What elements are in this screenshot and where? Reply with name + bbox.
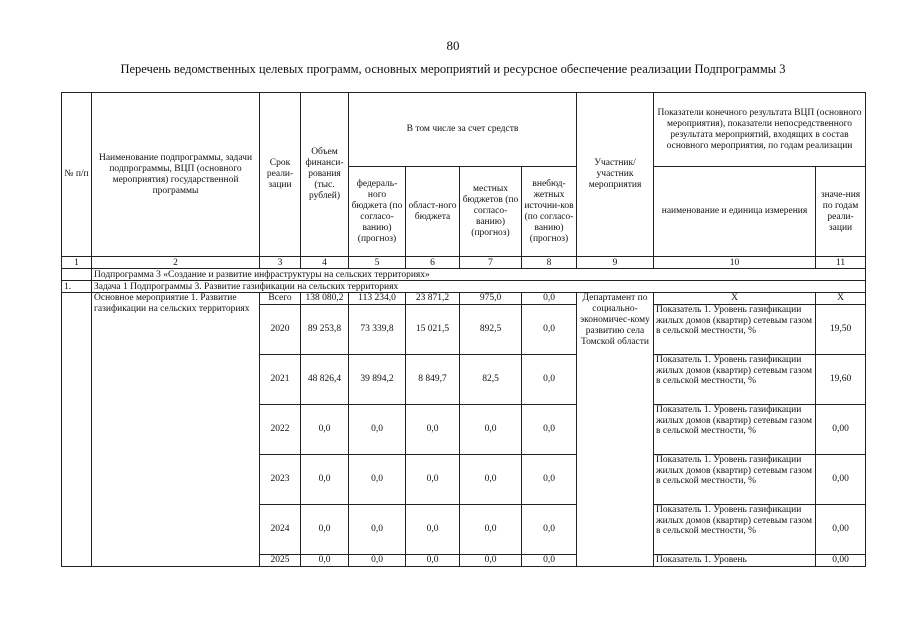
measure-name: Основное мероприятие 1. Развитие газификации на сельских территориях <box>92 293 260 567</box>
regional-cell: 23 871,2 <box>406 293 460 305</box>
header-local: местных бюджетов (по согласо-ванию) (прогноз) <box>460 167 522 257</box>
col-number: 3 <box>260 257 301 269</box>
col-number: 5 <box>349 257 406 269</box>
indicator-cell: Показатель 1. Уровень газификации жилых домов (квартир) сетевым газом в сельской местности, % <box>654 455 816 505</box>
year-cell: 2025 <box>260 555 301 567</box>
federal-cell: 113 234,0 <box>349 293 406 305</box>
header-including: В том числе за счет средств <box>349 93 577 167</box>
local-cell: 0,0 <box>460 505 522 555</box>
col-number: 4 <box>301 257 349 269</box>
participant-cell: Департамент по социально-экономичес-кому развитию села Томской области <box>577 293 654 567</box>
header-name: Наименование подпрограммы, задачи подпрограммы, ВЦП (основного мероприятия) государственной программы <box>92 93 260 257</box>
header-indicator-name: наименование и единица измерения <box>654 167 816 257</box>
header-federal: федераль-ного бюджета (по согласо-ванию) (прогноз) <box>349 167 406 257</box>
indicator-cell: Показатель 1. Уровень газификации жилых домов (квартир) сетевым газом в сельской местности, % <box>654 405 816 455</box>
col-number: 11 <box>816 257 866 269</box>
col-number: 8 <box>522 257 577 269</box>
federal-cell: 0,0 <box>349 555 406 567</box>
indicator-value: 0,00 <box>816 505 866 555</box>
header-participant: Участник/ участник мероприятия <box>577 93 654 257</box>
header-extra: внебюд-жетных источни-ков (по согласо-ванию) (прогноз) <box>522 167 577 257</box>
col-number: 6 <box>406 257 460 269</box>
indicator-cell: Показатель 1. Уровень газификации жилых домов (квартир) сетевым газом в сельской местности, % <box>654 305 816 355</box>
indicator-cell: Показатель 1. Уровень газификации жилых домов (квартир) сетевым газом в сельской местности, % <box>654 505 816 555</box>
volume-cell: 89 253,8 <box>301 305 349 355</box>
indicator-value: 19,50 <box>816 305 866 355</box>
header-indicator-value: значе-ния по годам реали-зации <box>816 167 866 257</box>
resource-table <box>61 92 866 567</box>
indicator-value: X <box>816 293 866 305</box>
header-volume: Объем финанси-рования (тыс. рублей) <box>301 93 349 257</box>
federal-cell: 0,0 <box>349 455 406 505</box>
task-title: Задача 1 Подпрограммы 3. Развитие газификации на сельских территориях <box>92 281 866 293</box>
indicator-cell: X <box>654 293 816 305</box>
local-cell: 892,5 <box>460 305 522 355</box>
header-num: № п/п <box>62 93 92 257</box>
regional-cell: 0,0 <box>406 455 460 505</box>
volume-cell: 0,0 <box>301 505 349 555</box>
regional-cell: 0,0 <box>406 555 460 567</box>
volume-cell: 138 080,2 <box>301 293 349 305</box>
task-number: 1. <box>62 281 92 293</box>
column-number-row <box>62 257 866 269</box>
year-cell: Всего <box>260 293 301 305</box>
col-number: 9 <box>577 257 654 269</box>
regional-cell: 15 021,5 <box>406 305 460 355</box>
year-cell: 2022 <box>260 405 301 455</box>
federal-cell: 0,0 <box>349 505 406 555</box>
header-regional: област-ного бюджета <box>406 167 460 257</box>
year-cell: 2020 <box>260 305 301 355</box>
col-number: 1 <box>62 257 92 269</box>
federal-cell: 39 894,2 <box>349 355 406 405</box>
extra-cell: 0,0 <box>522 305 577 355</box>
page-number: 80 <box>446 38 460 53</box>
task-row <box>62 281 866 293</box>
volume-cell: 0,0 <box>301 405 349 455</box>
col-number: 10 <box>654 257 816 269</box>
regional-cell: 8 849,7 <box>406 355 460 405</box>
regional-cell: 0,0 <box>406 505 460 555</box>
year-cell: 2021 <box>260 355 301 405</box>
local-cell: 0,0 <box>460 555 522 567</box>
indicator-value: 19,60 <box>816 355 866 405</box>
indicator-value: 0,00 <box>816 555 866 567</box>
col-number: 2 <box>92 257 260 269</box>
indicator-cell: Показатель 1. Уровень газификации жилых домов (квартир) сетевым газом в сельской местности, % <box>654 355 816 405</box>
local-cell: 82,5 <box>460 355 522 405</box>
volume-cell: 48 826,4 <box>301 355 349 405</box>
extra-cell: 0,0 <box>522 293 577 305</box>
year-cell: 2024 <box>260 505 301 555</box>
regional-cell: 0,0 <box>406 405 460 455</box>
extra-cell: 0,0 <box>522 555 577 567</box>
header-indicators: Показатели конечного результата ВЦП (основного мероприятия), показатели непосредственного результата мероприятий, входящих в состав основного мероприятия, по годам реализации <box>654 93 866 167</box>
extra-cell: 0,0 <box>522 355 577 405</box>
local-cell: 975,0 <box>460 293 522 305</box>
header-row-1 <box>62 93 866 167</box>
table-row <box>62 293 866 305</box>
volume-cell: 0,0 <box>301 555 349 567</box>
local-cell: 0,0 <box>460 455 522 505</box>
indicator-value: 0,00 <box>816 455 866 505</box>
subprogram-title: Подпрограмма 3 «Создание и развитие инфраструктуры на сельских территориях» <box>92 269 866 281</box>
federal-cell: 0,0 <box>349 405 406 455</box>
extra-cell: 0,0 <box>522 505 577 555</box>
year-cell: 2023 <box>260 455 301 505</box>
extra-cell: 0,0 <box>522 405 577 455</box>
local-cell: 0,0 <box>460 405 522 455</box>
subprogram-row <box>62 269 866 281</box>
extra-cell: 0,0 <box>522 455 577 505</box>
header-term: Срок реали-зации <box>260 93 301 257</box>
col-number: 7 <box>460 257 522 269</box>
document-title: Перечень ведомственных целевых программ, основных мероприятий и ресурсное обеспечение реализации Подпрограммы 3 <box>120 62 786 76</box>
indicator-cell: Показатель 1. Уровень <box>654 555 816 567</box>
federal-cell: 73 339,8 <box>349 305 406 355</box>
volume-cell: 0,0 <box>301 455 349 505</box>
indicator-value: 0,00 <box>816 405 866 455</box>
